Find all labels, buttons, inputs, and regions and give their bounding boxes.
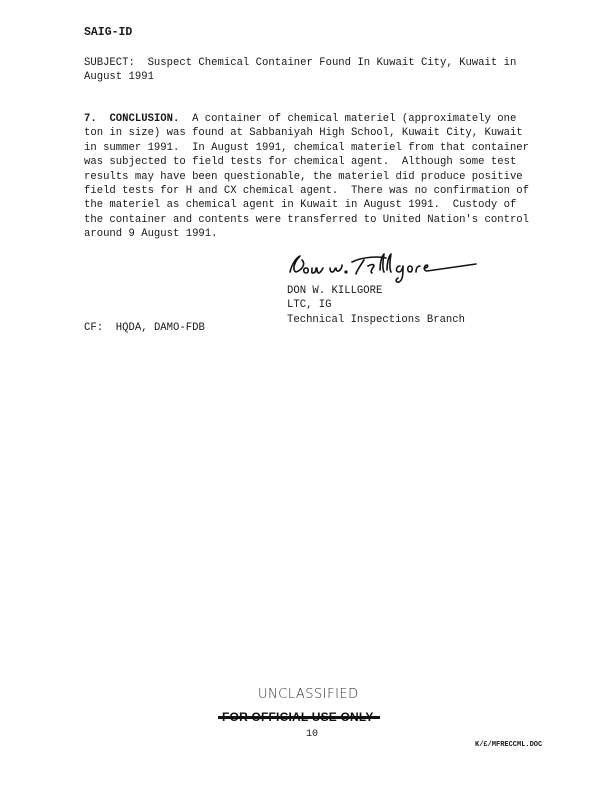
conclusion-paragraph <box>84 112 529 242</box>
handwritten-classification: UNCLASSIFIED <box>258 687 359 702</box>
paragraph-line: the container and contents were transferred to United Nation's control <box>84 213 530 226</box>
conclusion-heading: CONCLUSION. <box>109 113 180 125</box>
strikethrough-line <box>218 716 380 719</box>
paragraph-line: results may have been questionable, the materiel did produce positive <box>84 170 523 183</box>
signature-block <box>287 284 465 327</box>
file-name: K/£/MFRECCML.DOC <box>475 741 543 749</box>
subject-block <box>84 56 516 85</box>
signer-rank: LTC, IG <box>287 299 332 312</box>
struck-marking <box>222 710 374 724</box>
paragraph-line: was subjected to field tests for chemical agent. Although some test <box>84 156 517 169</box>
paragraph-number: 7. <box>84 113 97 125</box>
signature-icon <box>286 248 486 284</box>
signer-branch: Technical Inspections Branch <box>287 313 466 326</box>
signer-name: DON W. KILLGORE <box>287 285 383 297</box>
paragraph-line: ton in size) was found at Sabbaniyah High School, Kuwait City, Kuwait <box>84 127 523 140</box>
paragraph-line: A container of chemical materiel (approximately one <box>192 113 517 125</box>
paragraph-line: field tests for H and CX chemical agent. There was no confirmation of <box>84 185 530 198</box>
subject-line-1: Suspect Chemical Container Found In Kuwait City, Kuwait in <box>147 57 517 69</box>
subject-label: SUBJECT: <box>84 57 135 69</box>
paragraph-line: the materiel as chemical agent in Kuwait in August 1991. Custody of <box>84 199 517 212</box>
subject-line-2: August 1991 <box>84 71 154 84</box>
paragraph-line: in summer 1991. In August 1991, chemical materiel from that container <box>84 141 530 154</box>
cf-value: HQDA, DAMO-FDB <box>115 322 205 334</box>
paragraph-line: around 9 August 1991. <box>84 228 218 241</box>
office-symbol: SAIG-ID <box>84 26 133 39</box>
copy-furnished <box>84 321 205 335</box>
page-number: 10 <box>306 729 319 740</box>
cf-label: CF: <box>84 322 104 334</box>
handwritten-signature <box>286 248 486 289</box>
